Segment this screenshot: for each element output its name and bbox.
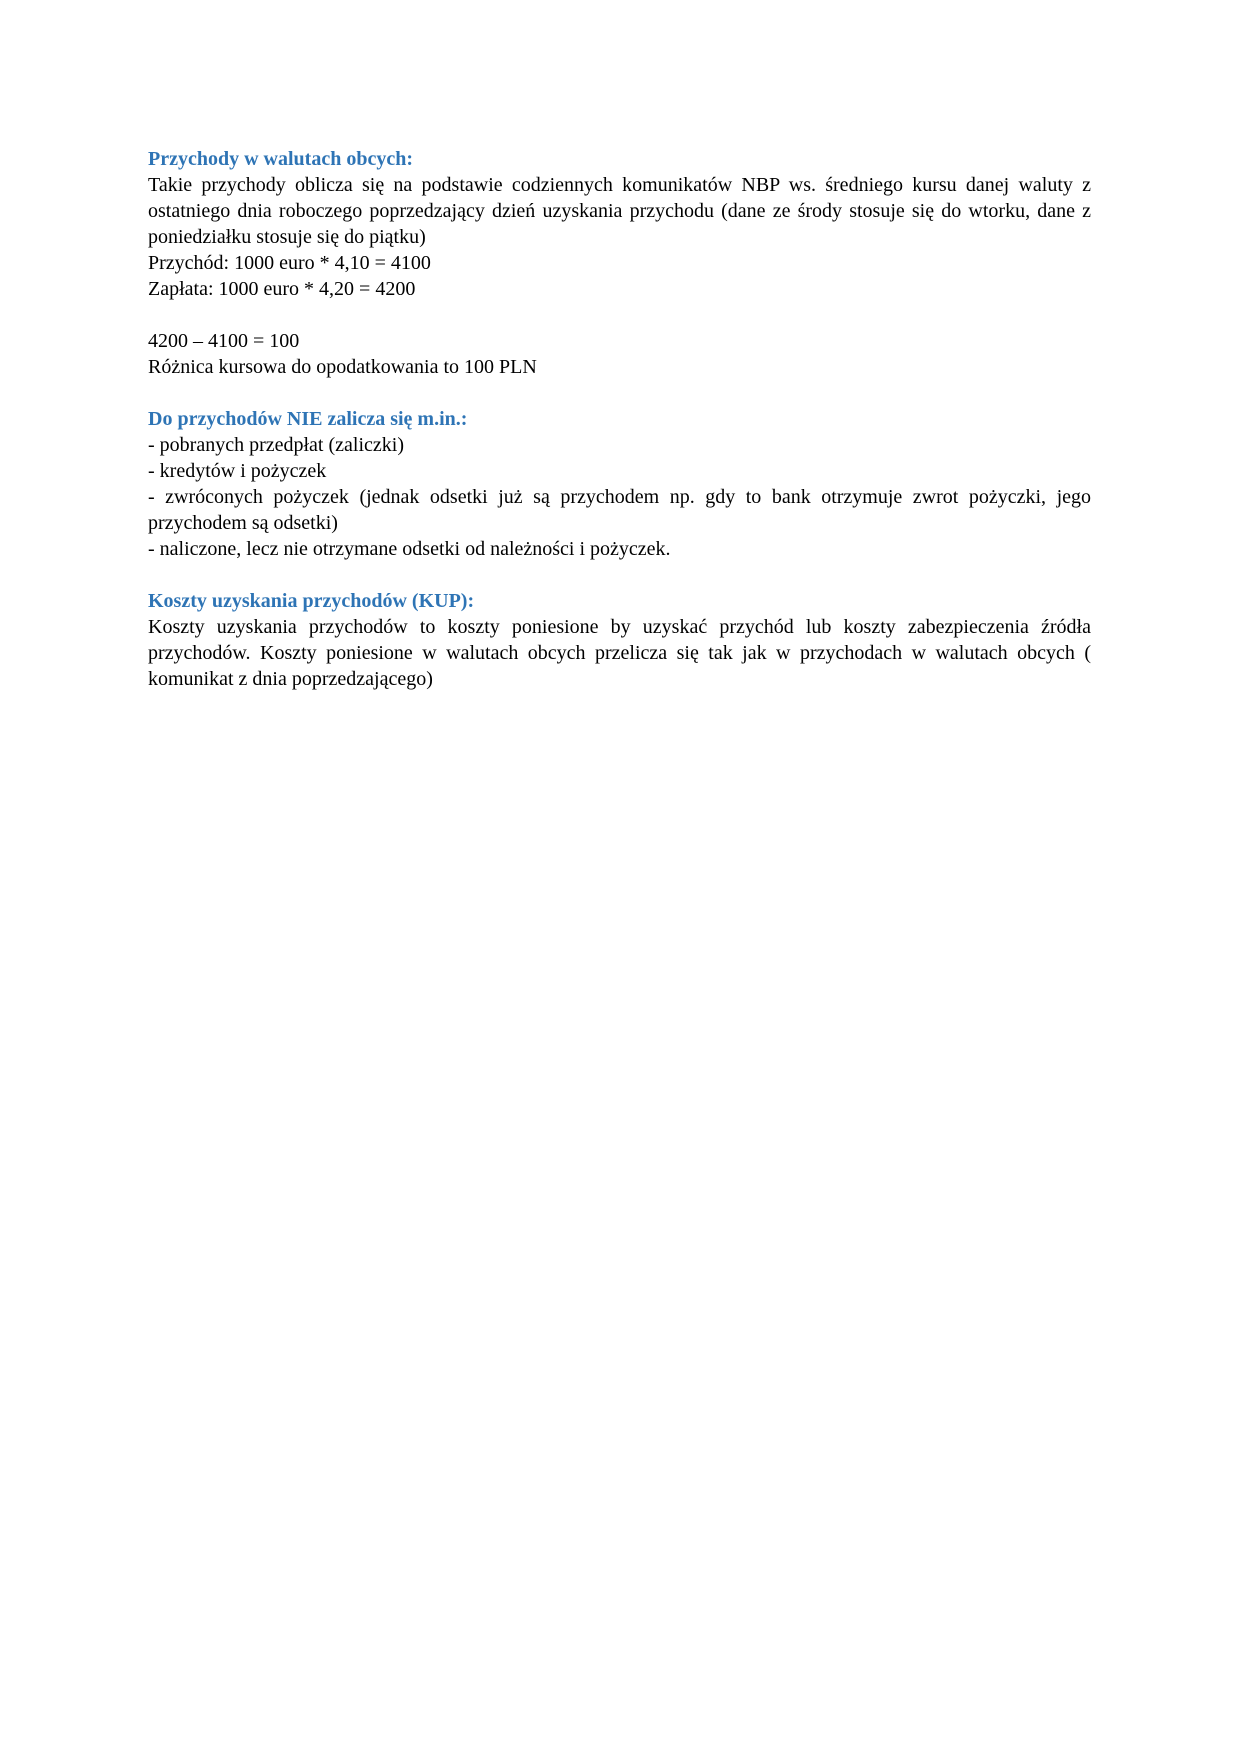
line-income-calc: Przychód: 1000 euro * 4,10 = 4100 xyxy=(148,252,431,274)
paragraph-costs: Koszty uzyskania przychodów to koszty poniesione by uzyskać przychód lub koszty zabezpieczenia źródła przychodów. Koszty poniesione w walutach obcych przelicza się tak jak w przychodach w walutach obcych ( komunikat z dnia poprzedzającego) xyxy=(148,616,1091,690)
line-payment-calc: Zapłata: 1000 euro * 4,20 = 4200 xyxy=(148,278,416,300)
list-item-excluded: - pobranych przedpłat (zaliczki) xyxy=(148,434,404,456)
blank-line xyxy=(148,302,1091,328)
list-item-excluded: - zwróconych pożyczek (jednak odsetki już są przychodem np. gdy to bank otrzymuje zwrot pożyczki, jego przychodem są odsetki) xyxy=(148,486,1091,534)
heading-foreign-income: Przychody w walutach obcych: xyxy=(148,148,413,170)
heading-costs: Koszty uzyskania przychodów (KUP): xyxy=(148,590,475,612)
blank-line xyxy=(148,380,1091,406)
document-page xyxy=(148,146,1091,692)
heading-excluded-income: Do przychodów NIE zalicza się m.in.: xyxy=(148,408,468,430)
blank-line xyxy=(148,562,1091,588)
list-item-excluded: - naliczone, lecz nie otrzymane odsetki od należności i pożyczek. xyxy=(148,538,671,560)
line-taxable-difference: Różnica kursowa do opodatkowania to 100 PLN xyxy=(148,356,537,378)
line-difference-calc: 4200 – 4100 = 100 xyxy=(148,330,300,352)
list-item-excluded: - kredytów i pożyczek xyxy=(148,460,327,482)
paragraph-foreign-income: Takie przychody oblicza się na podstawie codziennych komunikatów NBP ws. średniego kursu danej waluty z ostatniego dnia roboczego poprzedzający dzień uzyskania przychodu (dane ze środy stosuje się do wtorku, dane z poniedziałku stosuje się do piątku) xyxy=(148,174,1091,248)
